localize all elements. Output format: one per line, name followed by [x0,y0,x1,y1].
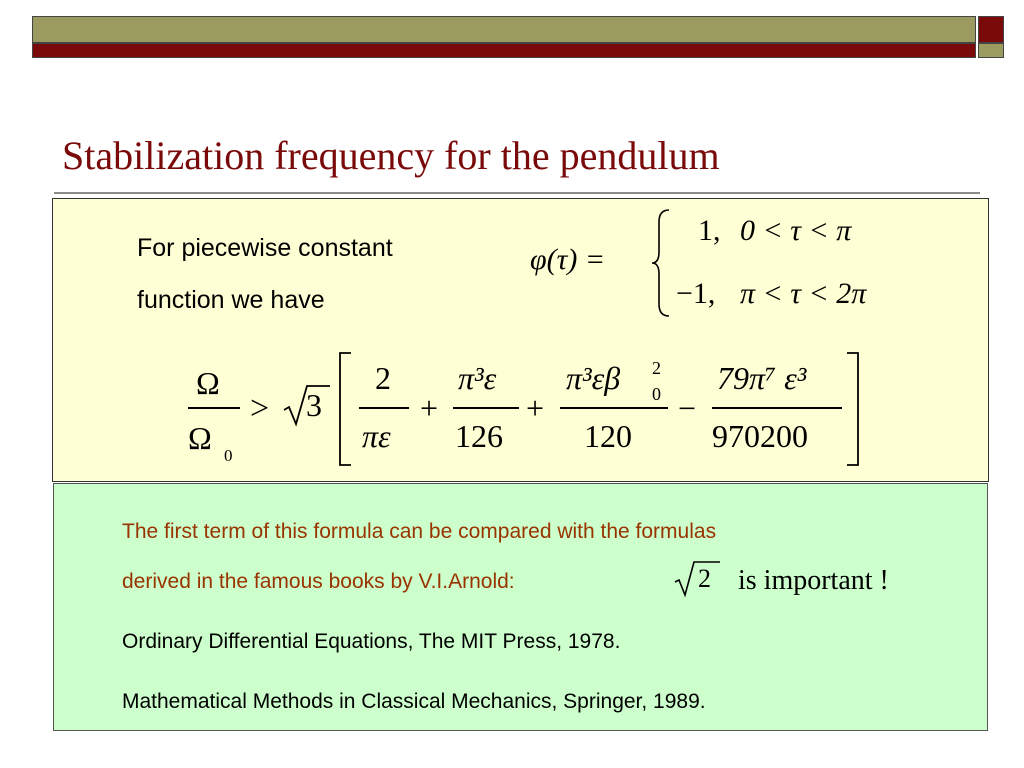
case1-value: 1, [698,214,721,247]
term3-numerator: π³εβ [566,360,621,396]
omega-subscript: 0 [224,446,233,465]
term3-subscript: 0 [652,384,661,404]
term4-numerator: 79π⁷ ε³ [717,360,807,396]
case2-condition: π < τ < 2π [740,277,867,310]
sqrt2-argument: 2 [698,564,711,593]
minus-sign: − [678,390,697,426]
title-underline [54,192,980,194]
case1-condition: 0 < τ < π [740,214,852,247]
note-line-2: derived in the famous books by V.I.Arnold: [122,570,515,593]
piecewise-brace [651,208,671,318]
term3-fraction-bar [560,407,668,409]
header-band-maroon [32,43,976,58]
note-line-1: The first term of this formula can be compared with the formulas [122,520,717,543]
term1-fraction-bar [359,407,409,409]
case2-value: −1, [676,277,716,310]
plus-sign-1: + [420,390,439,426]
greater-than-sign: > [250,390,270,427]
slide-title: Stabilization frequency for the pendulum [62,133,720,178]
term1-denominator: πε [362,418,391,454]
reference-mechanics: Mathematical Methods in Classical Mechanics, Springer, 1989. [122,690,706,713]
intro-line-2: function we have [137,286,325,314]
corner-square-bottom [978,43,1004,58]
piecewise-lhs: φ(τ) = [530,243,606,276]
omega-denominator: Ω [188,420,212,456]
intro-text [137,222,393,326]
header-band-olive [32,16,976,43]
header-band [32,16,976,58]
reference-ode: Ordinary Differential Equations, The MIT Press, 1978. [122,630,621,653]
sqrt3-argument: 3 [306,387,322,423]
term3-denominator: 120 [584,418,632,454]
term2-fraction-bar [453,407,519,409]
plus-sign-2: + [526,390,545,426]
term4-fraction-bar [712,407,842,409]
omega-fraction-bar [188,407,240,409]
right-bracket [846,352,860,466]
term1-numerator: 2 [375,360,391,396]
intro-line-1: For piecewise constant [137,234,393,262]
term3-superscript: 2 [652,358,661,378]
term4-denominator: 970200 [712,418,808,454]
term2-denominator: 126 [455,418,503,454]
omega-numerator: Ω [196,365,220,401]
corner-square-top [978,16,1004,43]
left-bracket [338,352,352,466]
term2-numerator: π³ε [458,360,497,396]
important-remark: is important ! [738,565,889,596]
